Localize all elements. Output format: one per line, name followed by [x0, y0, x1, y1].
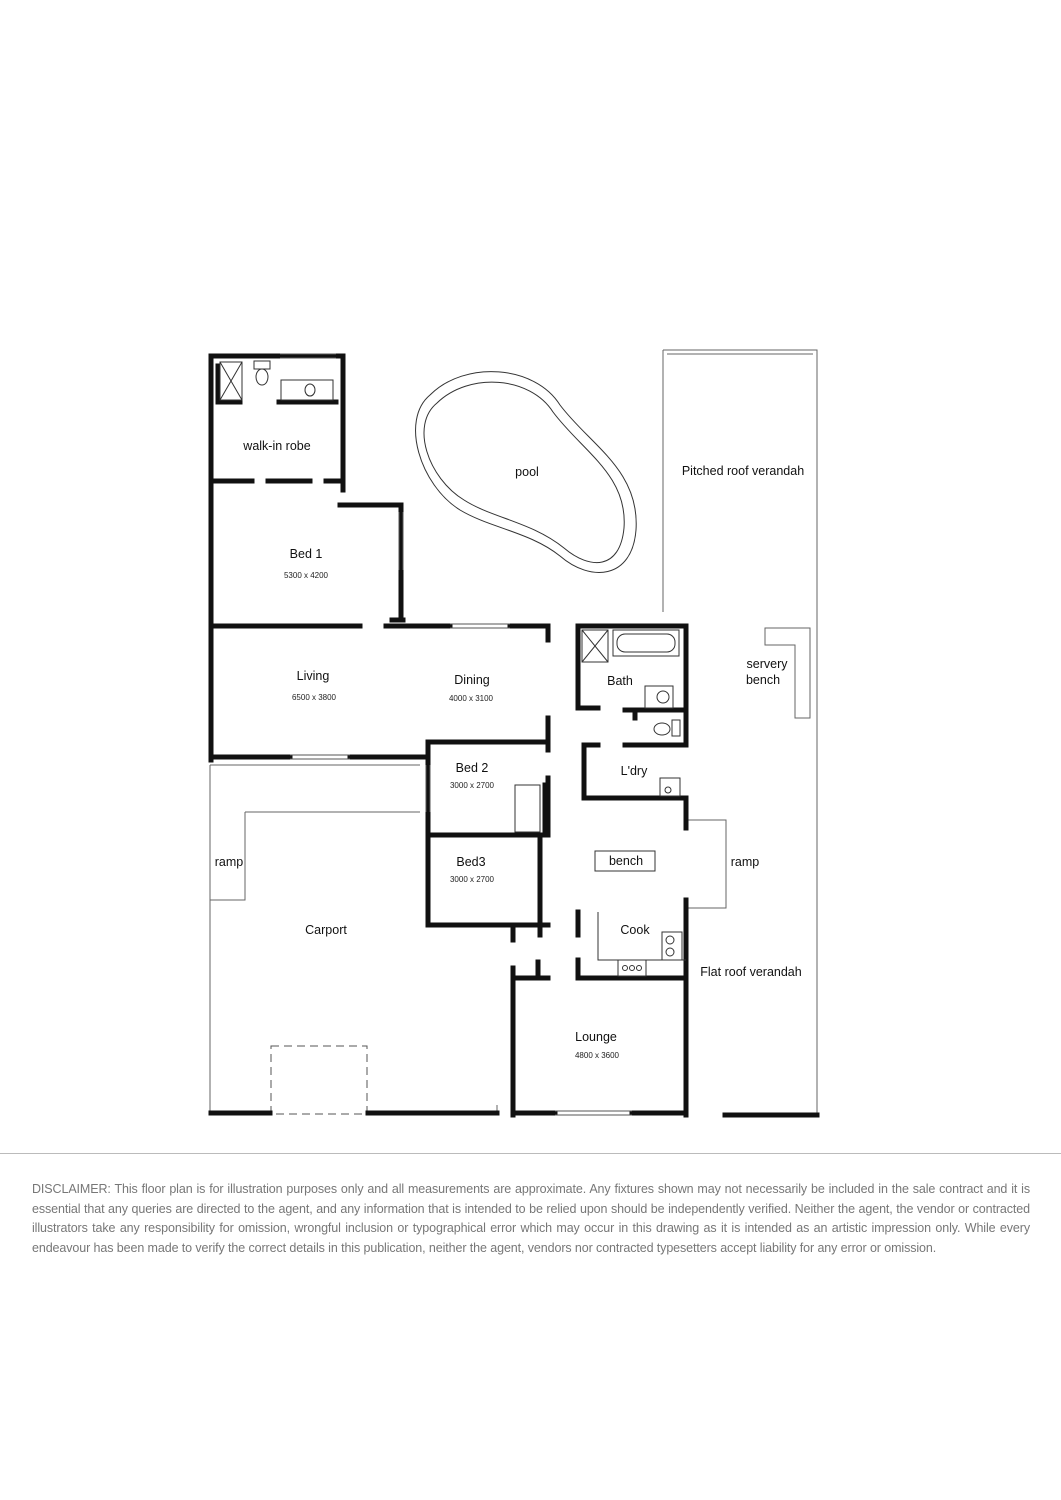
room-dim-living: 6500 x 3800	[291, 693, 337, 702]
room-label-pitched-verandah: Pitched roof verandah	[681, 464, 805, 478]
room-dim-dining: 4000 x 3100	[448, 694, 494, 703]
room-label-servery-line2: bench	[745, 673, 781, 687]
carport-dashed-box	[271, 1046, 367, 1114]
room-label-carport: Carport	[305, 923, 347, 937]
room-label-ramp-right: ramp	[730, 855, 760, 869]
room-label-servery-line1: servery	[746, 657, 788, 671]
room-dim-bed2: 3000 x 2700	[449, 781, 495, 790]
room-label-bench: bench	[608, 854, 644, 868]
room-label-bath: Bath	[607, 674, 633, 688]
room-label-bed3: Bed3	[456, 855, 486, 869]
room-label-walk-in-robe: walk-in robe	[243, 439, 311, 453]
room-label-flat-verandah: Flat roof verandah	[700, 965, 802, 979]
room-dim-bed3: 3000 x 2700	[449, 875, 495, 884]
windows	[280, 354, 632, 1115]
room-label-lounge: Lounge	[575, 1030, 617, 1044]
room-label-bed2: Bed 2	[455, 761, 489, 775]
room-label-dining: Dining	[454, 673, 490, 687]
ramp-right-outline	[686, 820, 726, 908]
room-dim-bed1: 5300 x 4200	[283, 571, 329, 580]
room-label-pool: pool	[515, 465, 539, 479]
room-label-cook: Cook	[620, 923, 650, 937]
room-label-ldry: L'dry	[620, 764, 648, 778]
ramp-left-outline	[210, 765, 420, 900]
room-dim-lounge: 4800 x 3600	[574, 1051, 620, 1060]
footer-divider	[0, 1153, 1061, 1154]
disclaimer-text: DISCLAIMER: This floor plan is for illustration purposes only and all measurements are approximate. Any fixtures shown may not necessarily be included in the sale contract and it is essential that any queries are directed to the agent, and any information that is intended to be relied upon should be independently verified. Neither the agent, the vendor or contracted illustrators take any responsibility for omission, wrongful inclusion or typographical error which may occur in this drawing as it is intended as an artistic impression only. While every endeavour has been made to verify the correct details in this publication, neither the agent, vendors nor contracted typesetters accept liability for any error or omission.	[32, 1182, 1030, 1255]
room-label-ramp-left: ramp	[214, 855, 244, 869]
room-label-bed1: Bed 1	[289, 547, 323, 561]
room-label-living: Living	[296, 669, 330, 683]
carport-outline	[210, 765, 497, 1113]
